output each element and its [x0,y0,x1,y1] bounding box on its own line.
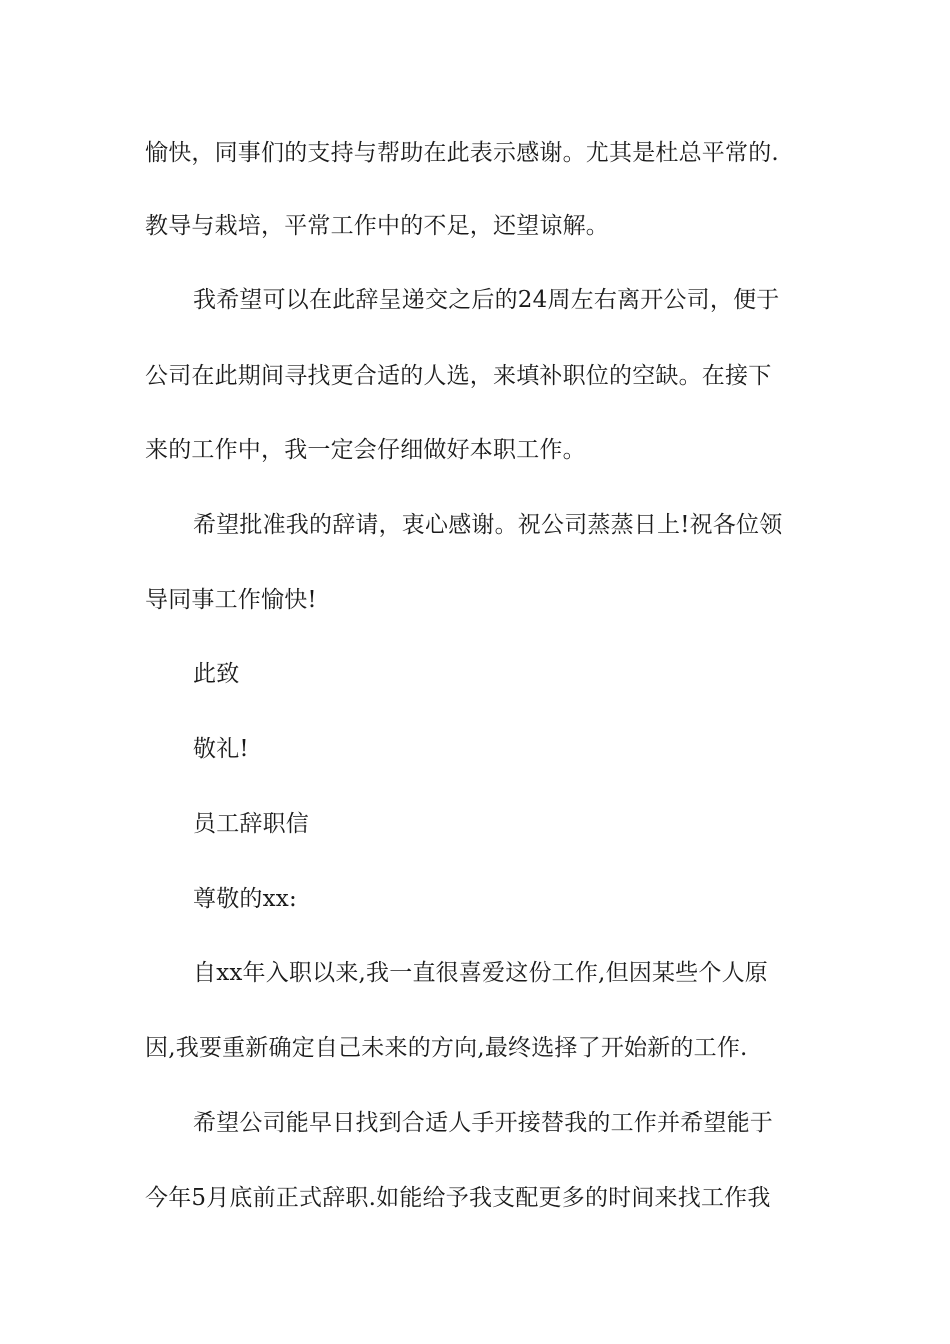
text-line: 教导与栽培，平常工作中的不足，还望谅解。 [145,213,609,239]
closing-line: 此致 [193,661,240,687]
text-line: 导同事工作愉快! [145,587,317,613]
text-line: 愉快，同事们的支持与帮助在此表示感谢。尤其是杜总平常的. [145,140,779,166]
section-title: 员工辞职信 [193,811,309,837]
greeting-line: 尊敬的xx: [193,886,297,912]
paragraph-start-line: 自xx年入职以来,我一直很喜爱这份工作,但因某些个人原 [193,960,768,986]
text-line: 因,我要重新确定自己未来的方向,最终选择了开始新的工作. [145,1035,748,1061]
salutation-line: 敬礼! [193,736,249,762]
paragraph-start-line: 希望批准我的辞请，衷心感谢。祝公司蒸蒸日上!祝各位领 [193,512,783,538]
text-line: 公司在此期间寻找更合适的人选，来填补职位的空缺。在接下 [145,363,772,389]
paragraph-start-line: 希望公司能早日找到合适人手开接替我的工作并希望能于 [193,1110,773,1136]
text-line: 来的工作中，我一定会仔细做好本职工作。 [145,437,586,463]
paragraph-start-line: 我希望可以在此辞呈递交之后的24周左右离开公司，便于 [193,287,780,313]
text-line: 今年5月底前正式辞职.如能给予我支配更多的时间来找工作我 [145,1185,771,1211]
